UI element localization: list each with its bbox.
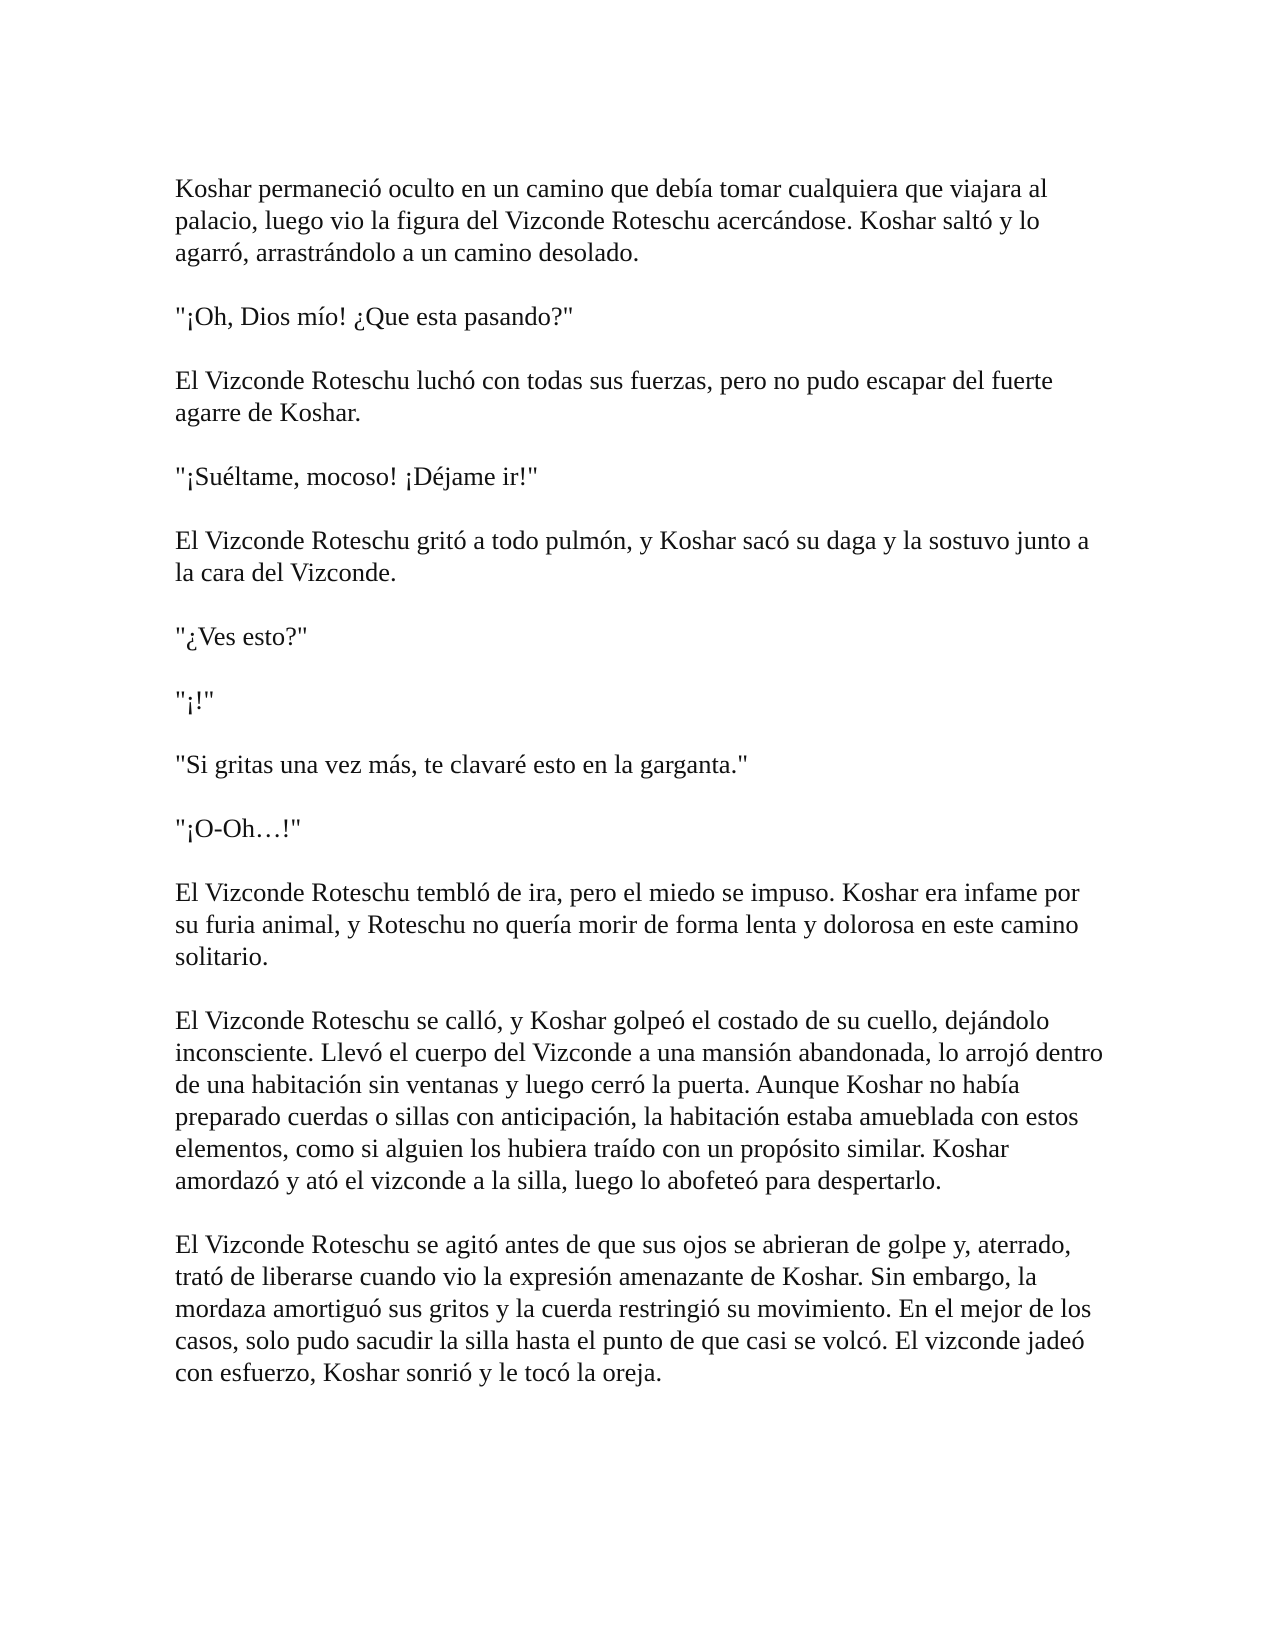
paragraph-11: El Vizconde Roteschu se calló, y Koshar golpeó el costado de su cuello, dejándolo inconsciente. Llevó el cuerpo del Vizconde a una mansión abandonada, lo arrojó dentro de una habitación sin ventanas y luego cerró la puerta. Aunque Koshar no había preparado cuerdas o sillas con anticipación, la habitación estaba amueblada con estos elementos, como si alguien los hubiera traído con un propósito similar. Koshar amordazó y ató el vizconde a la silla, luego lo abofeteó para despertarlo. [175,1005,1104,1195]
paragraph-3: El Vizconde Roteschu luchó con todas sus fuerzas, pero no pudo escapar del fuerte agarre de Koshar. [175,365,1054,427]
paragraph-2: "¡Oh, Dios mío! ¿Que esta pasando?" [175,301,574,331]
paragraph-7: "¡!" [175,685,215,715]
paragraph-10: El Vizconde Roteschu tembló de ira, pero el miedo se impuso. Koshar era infame por su furia animal, y Roteschu no quería morir de forma lenta y dolorosa en este camino solitario. [175,877,1080,971]
document-body [175,172,1105,1420]
paragraph-6: "¿Ves esto?" [175,621,308,651]
paragraph-12: El Vizconde Roteschu se agitó antes de que sus ojos se abrieran de golpe y, aterrado, trató de liberarse cuando vio la expresión amenazante de Koshar. Sin embargo, la mordaza amortiguó sus gritos y la cuerda restringió su movimiento. En el mejor de los casos, solo pudo sacudir la silla hasta el punto de que casi se volcó. El vizconde jadeó con esfuerzo, Koshar sonrió y le tocó la oreja. [175,1229,1092,1387]
paragraph-8: "Si gritas una vez más, te clavaré esto en la garganta." [175,749,749,779]
paragraph-5: El Vizconde Roteschu gritó a todo pulmón, y Koshar sacó su daga y la sostuvo junto a la cara del Vizconde. [175,525,1090,587]
paragraph-9: "¡O-Oh…!" [175,813,302,843]
paragraph-4: "¡Suéltame, mocoso! ¡Déjame ir!" [175,461,539,491]
paragraph-1: Koshar permaneció oculto en un camino que debía tomar cualquiera que viajara al palacio, luego vio la figura del Vizconde Roteschu acercándose. Koshar saltó y lo agarró, arrastrándolo a un camino desolado. [175,173,1048,267]
